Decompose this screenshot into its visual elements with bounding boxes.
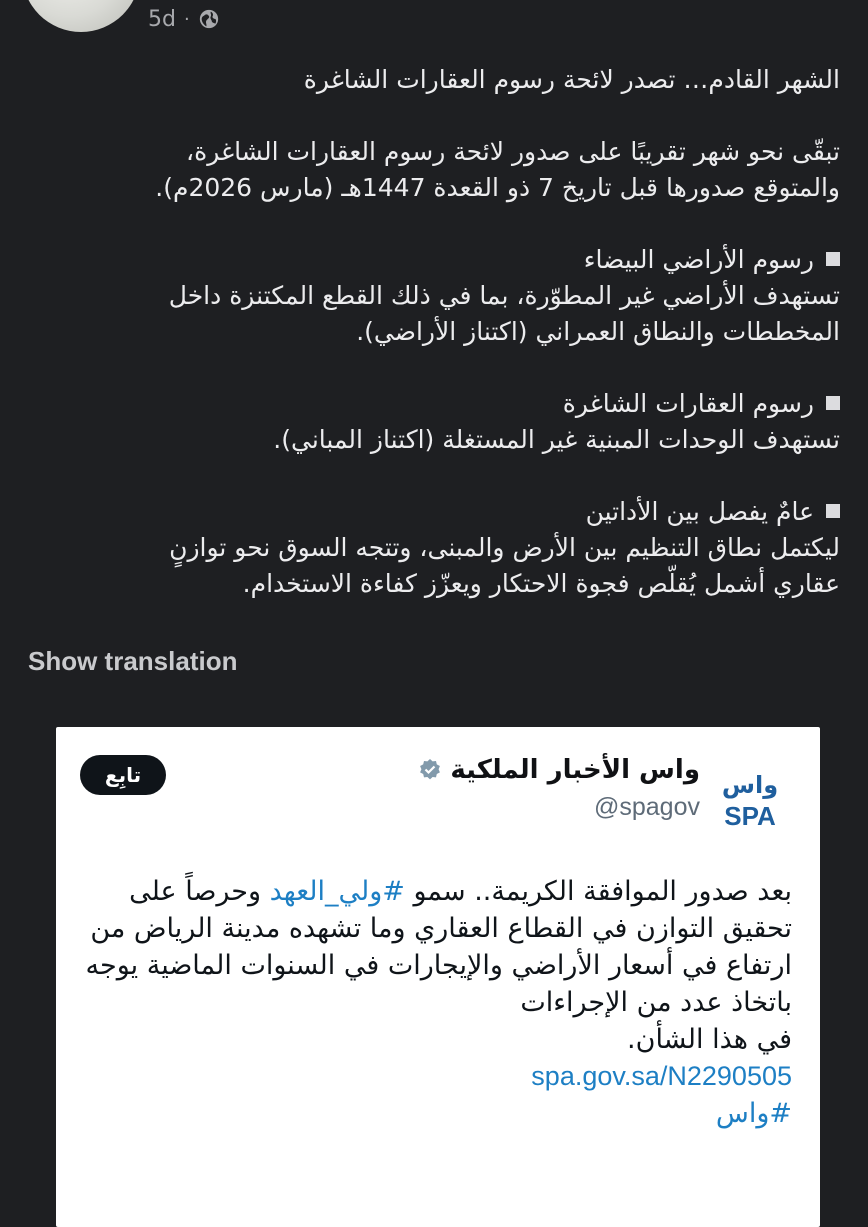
show-translation-link[interactable]: Show translation [28, 646, 238, 676]
globe-icon [198, 8, 220, 30]
tweet-line: في هذا الشأن. [627, 1024, 792, 1055]
tweet-line: تحقيق التوازن في القطاع العقاري وما تشهده مدينة الرياض من [90, 913, 792, 944]
section-line: المخططات والنطاق العمراني (اكتناز الأراضي). [356, 317, 840, 346]
section-line: ليكتمل نطاق التنظيم بين الأرض والمبنى، وتتجه السوق نحو توازنٍ [169, 533, 840, 562]
tweet-line: باتخاذ عدد من الإجراءات [520, 987, 792, 1018]
logo-text-arabic: واس [721, 771, 779, 799]
quoted-post-text [80, 873, 792, 1132]
avatar[interactable] [22, 0, 140, 32]
bullet-square-icon [826, 396, 840, 410]
section-heading: عامٌ يفصل بين الأداتين [20, 494, 840, 530]
tweet-line: ارتفاع في أسعار الأراضي والإيجارات في السنوات الماضية يوجه [85, 950, 792, 981]
post-timestamp[interactable]: 5d [148, 6, 176, 32]
post-text [20, 62, 840, 602]
post-meta [148, 4, 220, 34]
tweet-line: بعد صدور الموافقة الكريمة.. سمو #ولي_العهد وحرصاً على [129, 876, 792, 907]
bullet-square-icon [826, 252, 840, 266]
section-line: عقاري أشمل يُقلّص فجوة الاحتكار ويعزّز كفاءة الاستخدام. [242, 569, 840, 598]
post-intro-line: والمتوقع صدورها قبل تاريخ 7 ذو القعدة 1447هـ (مارس 2026م). [155, 173, 840, 202]
meta-separator: · [183, 8, 190, 30]
post-intro-line: تبقّى نحو شهر تقريبًا على صدور لائحة رسوم العقارات الشاغرة، [186, 137, 840, 166]
account-name-text: واس الأخبار الملكية [450, 755, 700, 785]
spa-logo-icon [718, 763, 782, 833]
verified-badge-icon [418, 758, 442, 782]
section-line: تستهدف الأراضي غير المطوّرة، بما في ذلك القطع المكتنزة داخل [168, 281, 840, 310]
post-title: الشهر القادم… تصدر لائحة رسوم العقارات الشاغرة [303, 65, 840, 94]
follow-button[interactable]: تابِع [80, 755, 166, 795]
logo-text-latin: SPA [724, 801, 776, 831]
section-heading: رسوم العقارات الشاغرة [20, 386, 840, 422]
bullet-square-icon [826, 504, 840, 518]
quoted-post-card[interactable] [56, 727, 820, 1227]
section-line: تستهدف الوحدات المبنية غير المستغلة (اكتناز المباني). [273, 425, 840, 454]
url-link[interactable]: spa.gov.sa/N2290505 [531, 1061, 792, 1091]
section-heading: رسوم الأراضي البيضاء [20, 242, 840, 278]
quoted-account-name[interactable] [418, 755, 700, 785]
hashtag-link[interactable]: #ولي_العهد [269, 876, 405, 907]
hashtag-link[interactable]: #واس [715, 1098, 792, 1129]
quoted-account-handle[interactable]: @spagov [594, 793, 700, 821]
